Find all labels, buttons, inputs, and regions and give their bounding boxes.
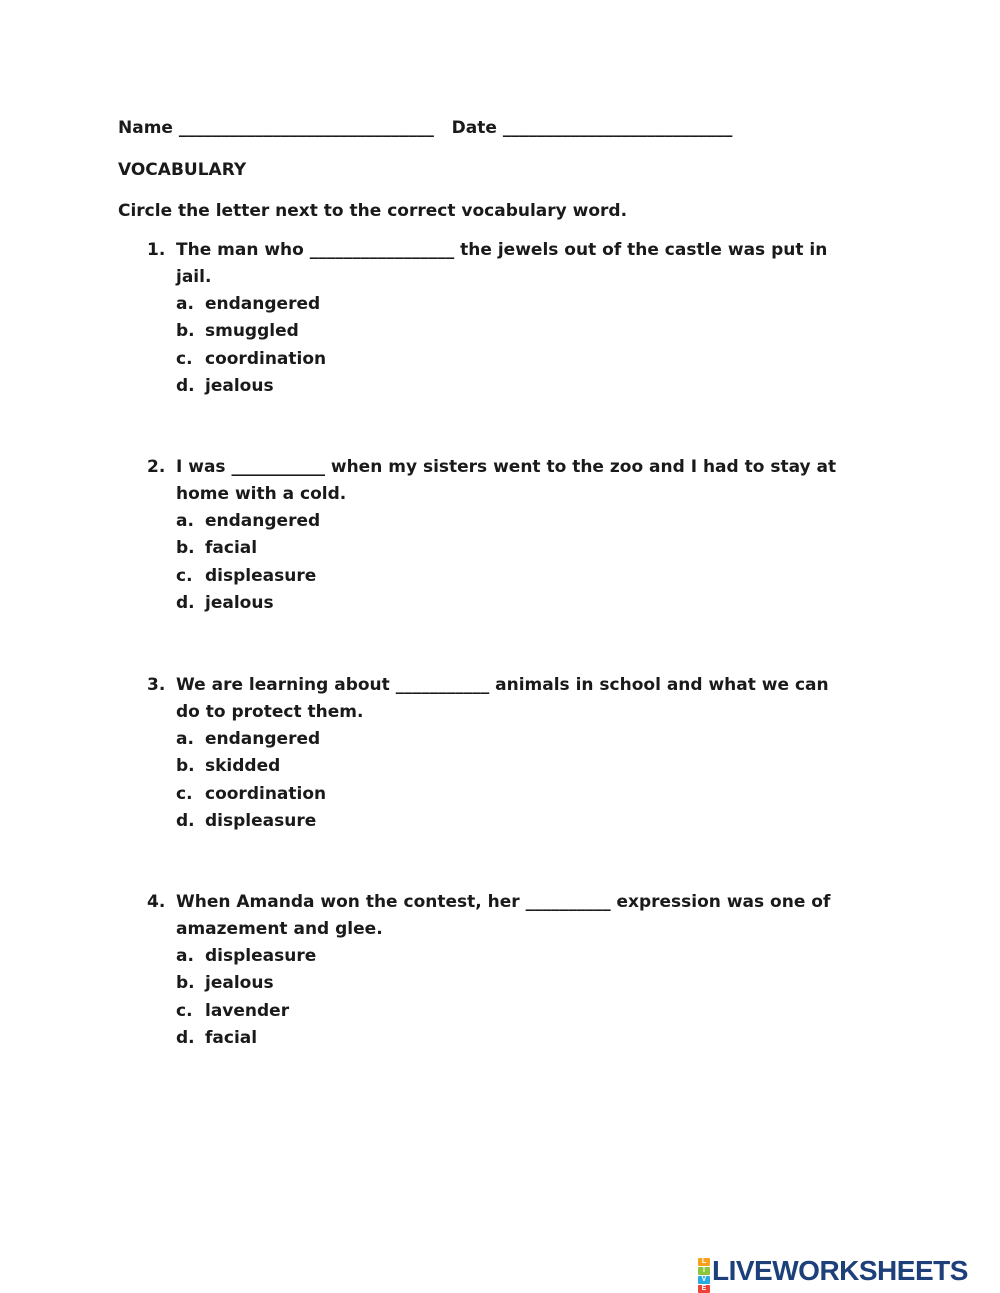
option-letter: c. — [176, 565, 193, 586]
option-text: displeasure — [205, 946, 317, 966]
instructions: Circle the letter next to the correct vocabulary word. — [118, 201, 628, 221]
liveworksheets-logo — [698, 1255, 968, 1292]
date-blank[interactable]: ___________________________ — [502, 118, 733, 138]
option-text: endangered — [205, 294, 321, 314]
option-text: skidded — [205, 756, 281, 777]
option-a[interactable] — [147, 726, 877, 753]
logo-block: L — [698, 1258, 710, 1266]
question-text-cont: do to protect them. — [176, 702, 364, 722]
option-c[interactable] — [147, 563, 877, 590]
option-text: lavender — [205, 1000, 290, 1021]
logo-text: LIVEWORKSHEETS — [712, 1255, 968, 1286]
option-letter: d. — [176, 592, 195, 613]
option-letter: b. — [176, 973, 195, 994]
question-4 — [147, 889, 877, 1052]
question-text: The man who _________________ the jewels out of the castle was put in — [176, 240, 828, 260]
option-c[interactable] — [147, 346, 877, 373]
option-letter: b. — [176, 756, 195, 777]
option-letter: b. — [176, 538, 195, 559]
question-number: 1. — [147, 240, 166, 260]
option-a[interactable] — [147, 943, 877, 970]
option-letter: d. — [176, 375, 195, 396]
logo-block: V — [698, 1276, 710, 1284]
option-b[interactable] — [147, 318, 877, 345]
option-text: jealous — [205, 375, 274, 396]
date-label: Date — [451, 118, 497, 138]
option-d[interactable] — [147, 808, 877, 835]
option-text: smuggled — [205, 321, 299, 342]
option-text: jealous — [205, 592, 274, 613]
question-number: 2. — [147, 457, 166, 477]
option-a[interactable] — [147, 291, 877, 318]
question-text: I was ___________ when my sisters went to the zoo and I had to stay at — [176, 457, 837, 477]
option-text: endangered — [205, 729, 321, 749]
option-b[interactable] — [147, 970, 877, 997]
option-letter: c. — [176, 783, 193, 804]
option-c[interactable] — [147, 998, 877, 1025]
option-text: coordination — [205, 783, 327, 804]
option-letter: a. — [176, 946, 194, 966]
option-letter: a. — [176, 729, 194, 749]
option-letter: d. — [176, 810, 195, 831]
option-text: jealous — [205, 973, 274, 994]
question-text: When Amanda won the contest, her __________ expression was one of — [176, 892, 831, 912]
logo-block: E — [698, 1285, 710, 1293]
option-letter: b. — [176, 321, 195, 342]
option-text: facial — [205, 538, 258, 559]
question-1 — [147, 237, 877, 400]
option-d[interactable] — [147, 1025, 877, 1052]
question-3 — [147, 672, 877, 835]
option-letter: c. — [176, 1000, 193, 1021]
option-d[interactable] — [147, 590, 877, 617]
question-number: 3. — [147, 675, 166, 695]
name-blank[interactable]: ______________________________ — [178, 118, 434, 138]
option-d[interactable] — [147, 373, 877, 400]
option-text: displeasure — [205, 810, 317, 831]
name-date-header — [118, 118, 732, 138]
logo-block: I — [698, 1267, 710, 1275]
option-letter: a. — [176, 511, 194, 531]
option-letter: c. — [176, 348, 193, 369]
option-c[interactable] — [147, 781, 877, 808]
option-text: displeasure — [205, 565, 317, 586]
name-label: Name — [118, 118, 173, 138]
option-letter: a. — [176, 294, 194, 314]
question-text: We are learning about ___________ animals in school and what we can — [176, 675, 829, 695]
section-title: VOCABULARY — [118, 160, 247, 180]
option-text: endangered — [205, 511, 321, 531]
question-2 — [147, 454, 877, 617]
option-text: facial — [205, 1027, 258, 1048]
option-a[interactable] — [147, 508, 877, 535]
option-b[interactable] — [147, 535, 877, 562]
question-number: 4. — [147, 892, 166, 912]
question-text-cont: amazement and glee. — [176, 919, 383, 939]
option-letter: d. — [176, 1027, 195, 1048]
question-text-cont: jail. — [176, 267, 212, 287]
option-text: coordination — [205, 348, 327, 369]
option-b[interactable] — [147, 753, 877, 780]
logo-blocks-icon — [698, 1257, 710, 1292]
question-text-cont: home with a cold. — [176, 484, 347, 504]
